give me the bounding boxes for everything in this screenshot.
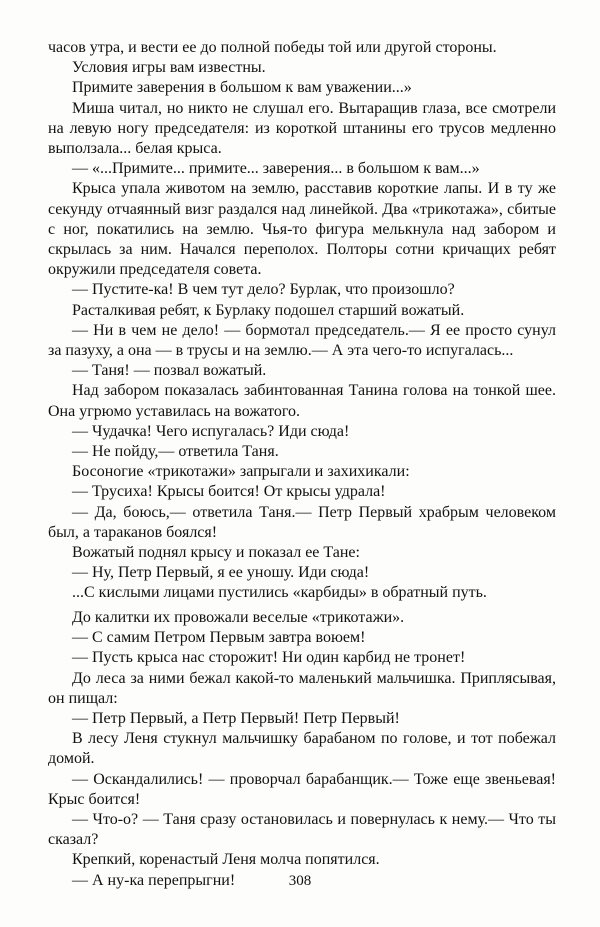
- paragraph: — Что-о? — Таня сразу остановилась и повернулась к нему.— Что ты сказал?: [48, 811, 556, 849]
- paragraph: — Оскандалились! — проворчал барабанщик.— Тоже еще звеньевая! Крыс боится!: [48, 770, 556, 808]
- text-section-1: [48, 38, 556, 604]
- page-number: 308: [288, 873, 312, 889]
- paragraph: Расталкивая ребят, к Бурлаку подошел старший вожатый.: [72, 301, 465, 319]
- paragraph: Вожатый поднял крысу и показал ее Тане:: [72, 544, 360, 562]
- paragraph: — Трусиха! Крысы боится! От крысы удрала!: [72, 483, 386, 501]
- paragraph: До калитки их провожали веселые «трикотажи».: [72, 609, 405, 626]
- paragraph: — Таня! — позвал вожатый.: [72, 362, 267, 380]
- paragraph: — Петр Первый, а Петр Первый! Петр Первый!: [72, 710, 400, 728]
- paragraph: — Чудачка! Чего испугалась? Иди сюда!: [72, 422, 350, 440]
- paragraph: — Пустите-ка! В чем тут дело? Бурлак, что произошло?: [72, 281, 455, 299]
- paragraph: В лесу Леня стукнул мальчишку барабаном по голове, и тот побежал домой.: [48, 730, 556, 768]
- paragraph: Условия игры вам известны.: [72, 59, 266, 77]
- paragraph: часов утра, и вести ее до полной победы той или другой стороны.: [48, 39, 497, 56]
- paragraph: Миша читал, но никто не слушал его. Вытаращив глаза, все смотрели на левую ногу председателя: из короткой штанины его трусов медленно выползала... белая крыса.: [48, 99, 556, 158]
- paragraph: — Не пойду,— ответила Таня.: [72, 443, 279, 461]
- paragraph: — Ни в чем не дело! — бормотал председатель.— Я ее просто сунул за пазуху, а она — в трусы и на землю.— А эта чего-то испугалась...: [48, 321, 556, 360]
- paragraph: — «...Примите... примите... заверения... в большом к вам...»: [72, 160, 480, 178]
- paragraph: — Ну, Петр Первый, я ее уношу. Иди сюда!: [72, 564, 370, 582]
- paragraph: — Да, боюсь,— ответила Таня.— Петр Первый храбрым человеком был, а тараканов боялся!: [48, 503, 556, 541]
- paragraph: До леса за ними бежал какой-то маленький мальчишка. Приплясывая, он пищал:: [48, 669, 556, 707]
- paragraph: Крыса упала животом на землю, расставив короткие лапы. И в ту же секунду отчаянный визг раздался над линейкой. Два «трикотажа», сбитые с ног, покатились на землю. Чья-то фигура мелькнула над забором и скрылась за ним. Начался переполох. Полторы сотни кричащих ребят окружили председателя совета.: [48, 180, 556, 279]
- text-section-2: [48, 608, 556, 891]
- paragraph: Босоногие «трикотажи» запрыгали и захихикали:: [72, 463, 410, 481]
- paragraph: Над забором показалась забинтованная Танина голова на тонкой шее. Она угрюмо уставилась на вожатого.: [48, 382, 556, 420]
- paragraph: — А ну-ка перепрыгни!: [72, 871, 236, 889]
- paragraph: — Пусть крыса нас сторожит! Ни один карбид не тронет!: [72, 649, 466, 667]
- paragraph: Крепкий, коренастый Леня молча попятился.: [72, 851, 380, 869]
- paragraph: ...С кислыми лицами пустились «карбиды» в обратный путь.: [72, 584, 487, 602]
- paragraph: — С самим Петром Первым завтра воюем!: [72, 629, 366, 647]
- paragraph: Примите заверения в большом к вам уважении...»: [72, 79, 412, 97]
